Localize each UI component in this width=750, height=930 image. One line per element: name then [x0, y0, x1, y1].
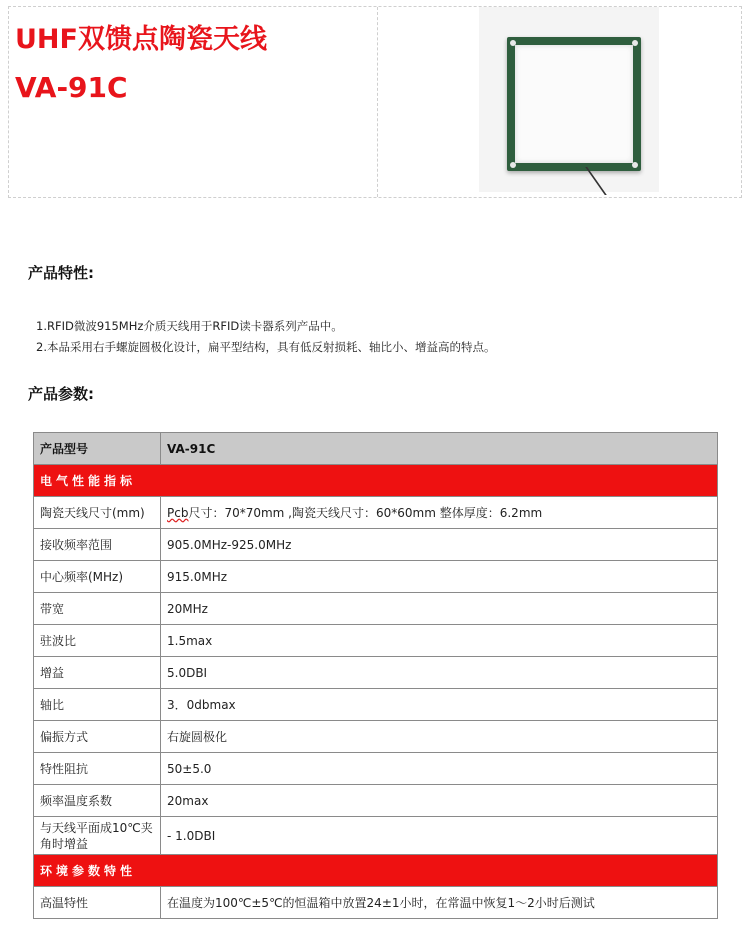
header-divider [377, 7, 378, 197]
size-text: 尺寸：70*70mm ,陶瓷天线尺寸：60*60mm 整体厚度：6.2mm [188, 506, 543, 520]
features-list [36, 316, 495, 358]
table-row [34, 887, 718, 919]
row-value: 在温度为100℃±5℃的恒温箱中放置24±1小时，在常温中恢复1～2小时后测试 [161, 887, 718, 919]
row-label: 偏振方式 [34, 721, 161, 753]
row-value: 右旋圆极化 [161, 721, 718, 753]
row-label: 增益 [34, 657, 161, 689]
row-label: 陶瓷天线尺寸(mm) [34, 497, 161, 529]
row-label: 接收频率范围 [34, 529, 161, 561]
row-value [161, 497, 718, 529]
table-row [34, 561, 718, 593]
product-model-title: VA-91C [15, 71, 128, 104]
row-value: 915.0MHz [161, 561, 718, 593]
table-row [34, 753, 718, 785]
row-value: 20max [161, 785, 718, 817]
row-label: 轴比 [34, 689, 161, 721]
model-label: 产品型号 [34, 433, 161, 465]
product-title: UHF双馈点陶瓷天线 [15, 24, 267, 55]
pcb-text: Pcb [167, 506, 189, 520]
row-value: 3．0dbmax [161, 689, 718, 721]
table-row [34, 689, 718, 721]
table-row [34, 433, 718, 465]
header-box [8, 6, 742, 198]
features-heading: 产品特性: [28, 264, 94, 282]
table-row [34, 625, 718, 657]
row-label: 频率温度系数 [34, 785, 161, 817]
antenna-photo [479, 7, 659, 192]
ceramic-patch-image [515, 45, 633, 163]
row-label: 特性阻抗 [34, 753, 161, 785]
antenna-pcb-image [507, 37, 641, 171]
feature-item: 1.RFID微波915MHz介质天线用于RFID读卡器系列产品中。 [36, 319, 343, 333]
table-row [34, 785, 718, 817]
row-value: 905.0MHz-925.0MHz [161, 529, 718, 561]
row-label: 高温特性 [34, 887, 161, 919]
section-row-environment [34, 855, 718, 887]
feature-item: 2.本品采用右手螺旋圆极化设计，扁平型结构，具有低反射损耗、轴比小、增益高的特点。 [36, 340, 496, 354]
row-value: 20MHz [161, 593, 718, 625]
table-row [34, 817, 718, 855]
section-row-electrical [34, 465, 718, 497]
section-label: 环境参数特性 [34, 855, 718, 887]
row-label: 带宽 [34, 593, 161, 625]
row-label: 与天线平面成10℃夹角时增益 [34, 817, 161, 855]
antenna-cable-image [565, 167, 607, 195]
spec-table [33, 432, 718, 919]
row-value: 5.0DBI [161, 657, 718, 689]
section-label: 电气性能指标 [34, 465, 718, 497]
table-row [34, 497, 718, 529]
table-row [34, 721, 718, 753]
row-value: - 1.0DBI [161, 817, 718, 855]
params-heading: 产品参数: [28, 385, 94, 403]
row-value: 50±5.0 [161, 753, 718, 785]
row-label: 驻波比 [34, 625, 161, 657]
row-value: 1.5max [161, 625, 718, 657]
table-row [34, 593, 718, 625]
row-label: 中心频率(MHz) [34, 561, 161, 593]
table-row [34, 657, 718, 689]
model-value: VA-91C [161, 433, 718, 465]
table-row [34, 529, 718, 561]
